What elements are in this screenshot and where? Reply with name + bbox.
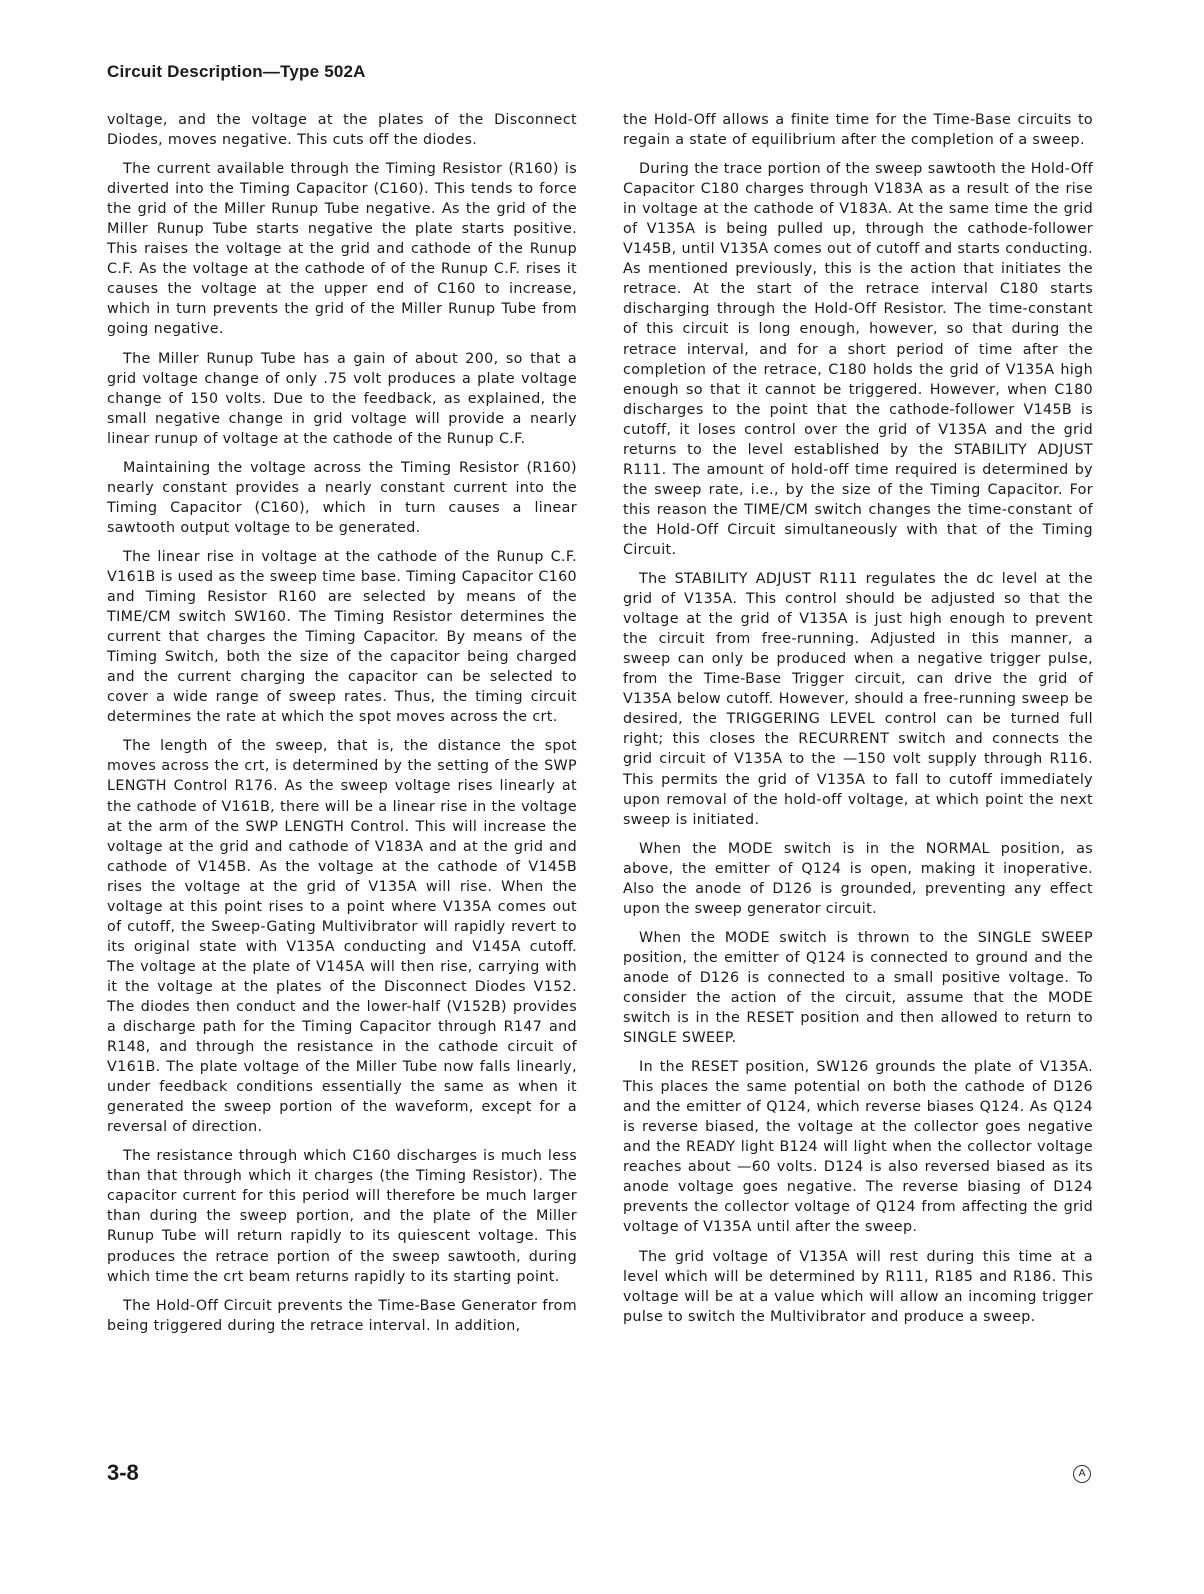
paragraph: The current available through the Timing Resistor (R160) is diverted into the Timing Capacitor (C160). This tends to force the grid of the Miller Runup Tube negative. As the grid of the Miller Runup Tube starts negative the plate starts positive. This raises the voltage at the grid and cathode of the Runup C.F. As the voltage at the cathode of of the Runup C.F. rises it causes the voltage at the upper end of C160 to increase, which in turn prevents the grid of the Miller Runup Tube from going negative. (107, 161, 577, 338)
paragraph: The Miller Runup Tube has a gain of about 200, so that a grid voltage change of only .75 volt produces a plate voltage change of 150 volts. Due to the feedback, as explained, the small negative change in grid voltage will provide a nearly linear runup of voltage at the cathode of the Runup C.F. (107, 350, 577, 447)
page-header: Circuit Description—Type 502A (107, 62, 366, 81)
paragraph: voltage, and the voltage at the plates of the Disconnect Diodes, moves negative. This cuts off the diodes. (107, 112, 577, 149)
paragraph: The length of the sweep, that is, the distance the spot moves across the crt, is determined by the setting of the SWP LENGTH Control R176. As the sweep voltage rises linearly at the cathode of V161B, there will be a linear rise in the voltage at the arm of the SWP LENGTH Control. This will increase the voltage at the grid and cathode of V183A and at the grid and cathode of V145B. As the voltage at the cathode of V145B rises the voltage at the grid of V135A will rise. When the voltage at this point rises to a point where V135A comes out of cutoff, the Sweep-Gating Multivibrator will rapidly revert to its original state with V135A conducting and V145A cutoff. The voltage at the plate of V145A will then rise, carrying with it the voltage at the plates of the Disconnect Diodes V152. The diodes then conduct and the lower-half (V152B) provides a discharge path for the Timing Capacitor through R147 and R148, and through the resistance in the cathode circuit of V161B. The plate voltage of the Miller Tube now falls linearly, under feedback conditions essentially the same as when it generated the sweep portion of the waveform, except for a reversal of direction. (107, 738, 577, 1136)
circled-a-mark: A (1073, 1465, 1091, 1483)
paragraph: The resistance through which C160 discharges is much less than that through which it charges (the Timing Resistor). The capacitor current for this period will therefore be much larger than during the sweep portion, and the plate of the Miller Runup Tube will return rapidly to its quiescent voltage. This produces the retrace portion of the sweep sawtooth, during which time the crt beam returns rapidly to its starting point. (107, 1148, 577, 1285)
page-number: 3-8 (107, 1460, 139, 1485)
left-column (107, 110, 577, 1345)
paragraph: The Hold-Off Circuit prevents the Time-Base Generator from being triggered during the retrace interval. In addition, (107, 1297, 577, 1334)
paragraph: Maintaining the voltage across the Timing Resistor (R160) nearly constant provides a nearly constant current into the Timing Capacitor (C160), which in turn causes a linear sawtooth output voltage to be generated. (107, 459, 577, 536)
right-column (623, 110, 1093, 1336)
paragraph: The grid voltage of V135A will rest during this time at a level which will be determined by R111, R185 and R186. This voltage will be at a value which will allow an incoming trigger pulse to switch the Multivibrator and produce a sweep. (623, 1248, 1093, 1325)
paragraph: In the RESET position, SW126 grounds the plate of V135A. This places the same potential on both the cathode of D126 and the emitter of Q124, which reverse biases Q124. As Q124 is reverse biased, the voltage at the collector goes negative and the READY light B124 will light when the collector voltage reaches about —60 volts. D124 is also reversed biased as its anode voltage goes negative. The reverse biasing of D124 prevents the collector voltage of Q124 from affecting the grid voltage of V135A until after the sweep. (623, 1059, 1093, 1236)
paragraph: The linear rise in voltage at the cathode of the Runup C.F. V161B is used as the sweep time base. Timing Capacitor C160 and Timing Resistor R160 are selected by means of the TIME/CM switch SW160. The Timing Resistor determines the current that charges the Timing Capacitor. By means of the Timing Switch, both the size of the capacitor being charged and the current charging the capacitor can be selected to cover a wide range of sweep rates. Thus, the timing circuit determines the rate at which the spot moves across the crt. (107, 548, 577, 726)
paragraph: During the trace portion of the sweep sawtooth the Hold-Off Capacitor C180 charges through V183A as a result of the rise in voltage at the cathode of V183A. At the same time the grid of V135A is being pulled up, through the cathode-follower V145B, until V135A comes out of cutoff and starts conducting. As mentioned previously, this is the action that initiates the retrace. At the start of the retrace interval C180 starts discharging through the Hold-Off Resistor. The time-constant of this circuit is long enough, however, so that during the retrace interval, and for a short period of time after the completion of the retrace, C180 holds the grid of V135A high enough so that it cannot be triggered. However, when C180 discharges to the point that the cathode-follower V145B is cutoff, it loses control over the grid of V135A and the grid returns to the level established by the STABILITY ADJUST R111. The amount of hold-off time required is determined by the sweep rate, i.e., by the size of the Timing Capacitor. For this reason the TIME/CM switch changes the time-constant of the Hold-Off Circuit simultaneously with that of the Timing Circuit. (623, 161, 1093, 558)
paragraph: When the MODE switch is thrown to the SINGLE SWEEP position, the emitter of Q124 is connected to ground and the anode of D126 is connected to a small positive voltage. To consider the action of the circuit, assume that the MODE switch is in the RESET position and then allowed to return to SINGLE SWEEP. (623, 929, 1093, 1047)
paragraph: When the MODE switch is in the NORMAL position, as above, the emitter of Q124 is open, making it inoperative. Also the anode of D126 is grounded, preventing any effect upon the sweep generator circuit. (623, 840, 1093, 917)
paragraph: The STABILITY ADJUST R111 regulates the dc level at the grid of V135A. This control should be adjusted so that the voltage at the grid of V135A is just high enough to prevent the circuit from free-running. Adjusted in this manner, a sweep can only be produced when a negative trigger pulse, from the Time-Base Trigger circuit, can drive the grid of V135A below cutoff. However, should a free-running sweep be desired, the TRIGGERING LEVEL control can be turned full right; this closes the RECURRENT switch and connects the grid circuit of V135A to the —150 volt supply through R116. This permits the grid of V135A to fall to cutoff immediately upon removal of the hold-off voltage, at which point the next sweep is initiated. (623, 571, 1093, 828)
paragraph: the Hold-Off allows a finite time for the Time-Base circuits to regain a state of equilibrium after the completion of a sweep. (623, 112, 1093, 149)
